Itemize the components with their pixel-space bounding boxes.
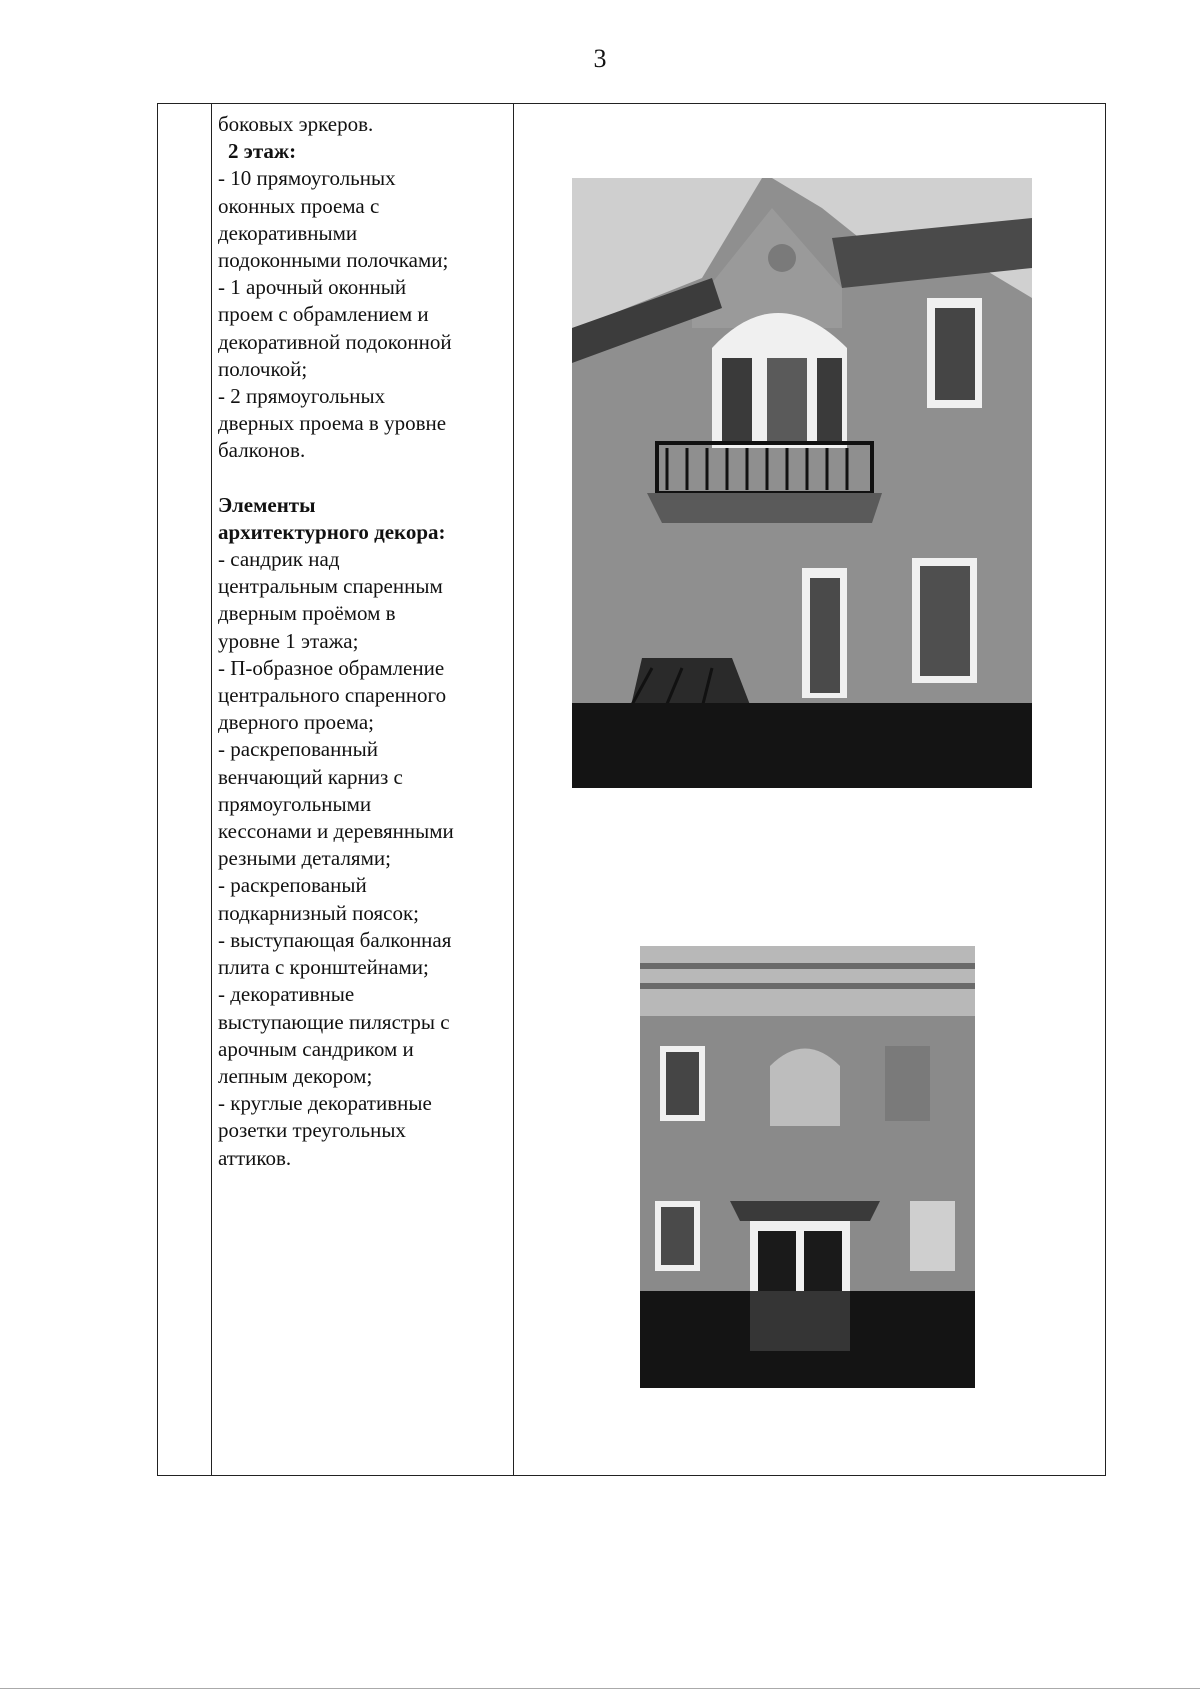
description-line: 2 этаж: — [228, 139, 297, 164]
description-line: - 1 арочный оконный — [218, 275, 407, 300]
description-line: декоративной подоконной — [218, 329, 452, 354]
description-line: кессонами и деревянными — [218, 819, 454, 844]
column-divider-1 — [211, 104, 212, 1475]
description-line: выступающие пилястры с — [218, 1009, 450, 1034]
description-line: дверных проема в уровне — [218, 411, 447, 436]
description-line: проем с обрамлением и — [218, 302, 429, 327]
page-number: 3 — [593, 44, 607, 73]
description-line: плита с кронштейнами; — [218, 955, 429, 980]
description-line: венчающий карниз с — [218, 764, 403, 789]
description-line: подкарнизный поясок; — [218, 900, 419, 925]
building-photo-entrance — [640, 946, 975, 1388]
scan-edge-line — [0, 1688, 1200, 1689]
description-line: - раскрепованный — [218, 737, 378, 762]
description-cell — [218, 111, 508, 1172]
description-line: архитектурного декора: — [218, 519, 446, 544]
description-line: - 10 прямоугольных — [218, 166, 396, 191]
description-line: - круглые декоративные — [218, 1091, 432, 1116]
description-line: розетки треугольных — [218, 1118, 406, 1143]
column-divider-2 — [513, 104, 514, 1475]
description-line: прямоугольными — [218, 791, 372, 816]
description-line: - П-образное обрамление — [218, 655, 445, 680]
description-line: боковых эркеров. — [218, 112, 374, 136]
description-line: центральным спаренным — [218, 574, 443, 599]
description-line: - сандрик над — [218, 547, 340, 572]
description-line: аттиков. — [218, 1145, 292, 1170]
description-line: Элементы — [218, 492, 316, 517]
blank-line — [218, 465, 508, 492]
description-line: - раскрепованый — [218, 873, 367, 898]
description-line: - декоративные — [218, 982, 355, 1007]
description-line: арочным сандриком и — [218, 1036, 414, 1061]
description-line: дверным проёмом в — [218, 601, 396, 626]
description-line: балконов. — [218, 438, 306, 463]
description-line: уровне 1 этажа; — [218, 628, 359, 653]
description-line: дверного проема; — [218, 710, 374, 735]
building-photo-balcony — [572, 178, 1032, 788]
description-line: центрального спаренного — [218, 683, 447, 708]
description-line: лепным декором; — [218, 1063, 373, 1088]
description-line: подоконными полочками; — [218, 248, 449, 273]
description-line: - 2 прямоугольных — [218, 384, 386, 409]
description-line: полочкой; — [218, 356, 308, 381]
description-line: оконных проема с — [218, 193, 380, 218]
description-line: резными деталями; — [218, 846, 391, 871]
description-line: - выступающая балконная — [218, 927, 452, 952]
description-line: декоративными — [218, 220, 358, 245]
